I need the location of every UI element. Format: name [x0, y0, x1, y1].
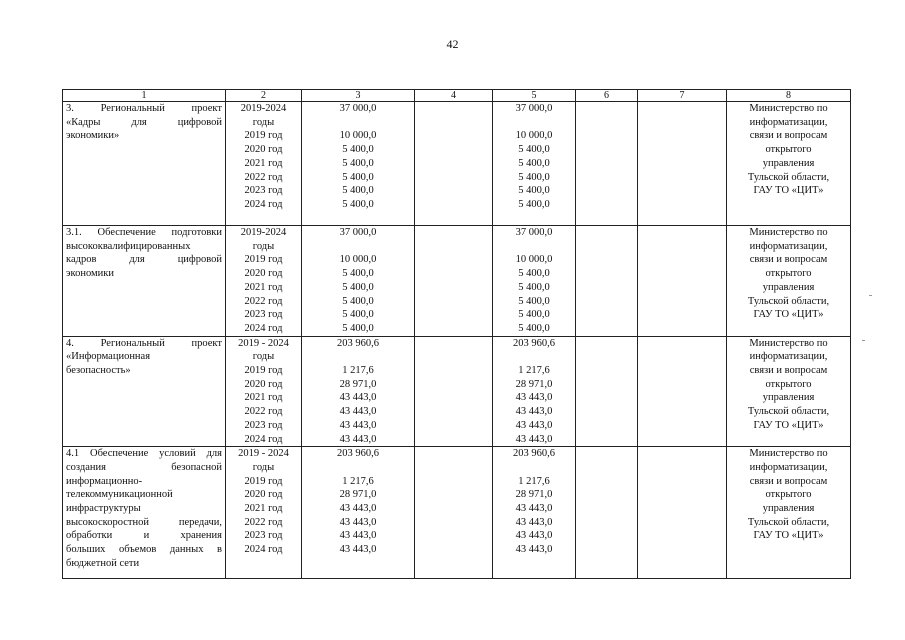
amount-col5-cell-line: 1 217,6: [518, 365, 550, 377]
amount-col3-cell-line: 5 400,0: [342, 144, 374, 156]
period-cell-line: 2021 год: [244, 503, 283, 515]
executor-cell: [727, 336, 851, 447]
amount-col3-cell-line: 5 400,0: [342, 198, 374, 210]
period-cell-line: 2023 год: [244, 309, 283, 321]
executor-cell: [727, 226, 851, 337]
period-cell-line: 2022 год: [244, 406, 283, 418]
header-cell: 6: [576, 90, 638, 102]
scan-speck: [869, 295, 872, 296]
amount-col7-cell: [638, 226, 727, 337]
project-name-cell-line: кадров для цифровой: [66, 254, 222, 266]
amount-col6-cell: [576, 226, 638, 337]
period-cell-line: годы: [252, 240, 275, 252]
header-row: [63, 90, 851, 102]
executor-cell-line: информатизации,: [749, 240, 828, 252]
amount-col5-cell-line: 10 000,0: [515, 130, 553, 142]
amount-col5-cell-line: 5 400,0: [518, 144, 550, 156]
header-cell: 8: [727, 90, 851, 102]
amount-col5-cell-line: 10 000,0: [515, 254, 553, 266]
executor-cell-line: управления: [762, 281, 815, 293]
header-cell: 3: [302, 90, 415, 102]
period-cell-line: 2020 год: [244, 489, 283, 501]
scan-speck: [862, 340, 865, 341]
period-cell-line: 2019 - 2024: [238, 337, 289, 349]
amount-col3-cell-line: 43 443,0: [339, 392, 377, 404]
amount-col5-cell-line: [496, 461, 572, 475]
amount-col5-cell-line: 43 443,0: [515, 503, 553, 515]
amount-col7-cell: [638, 102, 727, 226]
period-cell-line: 2019 год: [244, 365, 283, 377]
project-name-cell-line: 4.1 Обеспечение условий для: [66, 448, 222, 460]
amount-col5-cell-line: 5 400,0: [518, 281, 550, 293]
amount-col3-cell-line: 203 960,6: [337, 448, 379, 460]
amount-col5-cell: [493, 102, 576, 226]
amount-col5-cell-line: 28 971,0: [515, 378, 553, 390]
period-cell-line: 2024 год: [244, 322, 283, 334]
amount-col5-cell-line: 43 443,0: [515, 406, 553, 418]
executor-cell-line: Министерство по: [749, 227, 828, 238]
executor-cell-line: информатизации,: [749, 116, 828, 128]
amount-col4-cell: [415, 226, 493, 337]
period-cell-line: 2019 год: [244, 130, 283, 142]
amount-col3-cell-line: 43 443,0: [339, 406, 377, 418]
amount-col5-cell-line: 37 000,0: [515, 103, 553, 114]
header-cell: 1: [63, 90, 226, 102]
executor-cell-line: ГАУ ТО «ЦИТ»: [753, 530, 824, 542]
amount-col3-cell-line: 5 400,0: [342, 295, 374, 307]
executor-cell-line: информатизации,: [749, 351, 828, 363]
period-cell-line: 2020 год: [244, 144, 283, 156]
amount-col5-cell-line: 5 400,0: [518, 295, 550, 307]
project-name-cell-line: экономики»: [66, 130, 120, 142]
executor-cell-line: управления: [762, 503, 815, 515]
amount-col5-cell-line: 5 400,0: [518, 157, 550, 169]
amount-col5-cell-line: 5 400,0: [518, 171, 550, 183]
amount-col4-cell: [415, 447, 493, 579]
amount-col6-cell: [576, 447, 638, 579]
period-cell-line: годы: [252, 461, 275, 473]
period-cell: [226, 447, 302, 579]
project-name-cell-line: создания безопасной: [66, 461, 222, 473]
amount-col5-cell: [493, 226, 576, 337]
amount-col5-cell-line: 43 443,0: [515, 392, 553, 404]
executor-cell-line: открытого: [765, 378, 812, 390]
amount-col3-cell-line: 1 217,6: [342, 365, 374, 377]
executor-cell-line: связи и вопросам: [749, 365, 828, 377]
amount-col6-cell: [576, 336, 638, 447]
amount-col3-cell-line: 43 443,0: [339, 544, 377, 556]
period-cell-line: 2021 год: [244, 392, 283, 404]
project-name-cell-line: «Кадры для цифровой: [66, 116, 222, 128]
executor-cell-line: управления: [762, 392, 815, 404]
amount-col3-cell-line: 43 443,0: [339, 503, 377, 515]
project-name-cell: [63, 226, 226, 337]
amount-col3-cell-line: 5 400,0: [342, 268, 374, 280]
amount-col5-cell-line: 43 443,0: [515, 516, 553, 528]
header-cell: 7: [638, 90, 727, 102]
executor-cell-line: информатизации,: [749, 461, 828, 473]
period-cell-line: 2019 год: [244, 254, 283, 266]
amount-col5-cell-line: [496, 116, 572, 130]
executor-cell-line: открытого: [765, 144, 812, 156]
period-cell-line: 2023 год: [244, 530, 283, 542]
period-cell: [226, 102, 302, 226]
amount-col3-cell-line: 43 443,0: [339, 530, 377, 542]
project-name-cell-line: безопасность»: [66, 365, 131, 377]
amount-col3-cell-line: 28 971,0: [339, 378, 377, 390]
project-name-cell-line: 3. Региональный проект: [66, 103, 222, 114]
executor-cell-line: открытого: [765, 489, 812, 501]
amount-col5-cell: [493, 447, 576, 579]
table-row: [63, 336, 851, 447]
amount-col3-cell-line: 43 443,0: [339, 433, 377, 445]
period-cell-line: 2021 год: [244, 157, 283, 169]
amount-col5-cell-line: 5 400,0: [518, 309, 550, 321]
amount-col5-cell-line: 5 400,0: [518, 198, 550, 210]
executor-cell-line: Тульской области,: [747, 295, 830, 307]
executor-cell-line: ГАУ ТО «ЦИТ»: [753, 185, 824, 197]
table-row: [63, 226, 851, 337]
amount-col5-cell-line: 203 960,6: [513, 448, 555, 460]
amount-col5-cell-line: 43 443,0: [515, 544, 553, 556]
header-cell: 5: [493, 90, 576, 102]
amount-col3-cell-line: 10 000,0: [339, 130, 377, 142]
amount-col5-cell-line: [496, 240, 572, 254]
amount-col3-cell-line: 5 400,0: [342, 309, 374, 321]
project-name-cell-line: бюджетной сети: [66, 557, 140, 569]
budget-table: [62, 89, 851, 579]
period-cell-line: 2024 год: [244, 198, 283, 210]
executor-cell-line: Тульской области,: [747, 516, 830, 528]
period-cell-line: 2023 год: [244, 185, 283, 197]
page-number: 42: [446, 37, 459, 51]
amount-col3-cell-line: 10 000,0: [339, 254, 377, 266]
amount-col6-cell: [576, 102, 638, 226]
project-name-cell: [63, 336, 226, 447]
executor-cell-line: связи и вопросам: [749, 254, 828, 266]
header-cell: 2: [226, 90, 302, 102]
amount-col3-cell-line: [305, 116, 411, 130]
executor-cell-line: связи и вопросам: [749, 475, 828, 487]
project-name-cell: [63, 102, 226, 226]
amount-col5-cell: [493, 336, 576, 447]
period-cell-line: 2022 год: [244, 171, 283, 183]
period-cell-line: 2021 год: [244, 281, 283, 293]
period-cell: [226, 226, 302, 337]
table-row: [63, 447, 851, 579]
period-cell-line: 2024 год: [244, 433, 283, 445]
period-cell-line: 2022 год: [244, 295, 283, 307]
executor-cell-line: управления: [762, 157, 815, 169]
amount-col5-cell-line: 5 400,0: [518, 322, 550, 334]
project-name-cell-line: телекоммуникационной: [66, 489, 173, 501]
executor-cell-line: Министерство по: [749, 337, 828, 349]
project-name-cell-line: экономики: [66, 268, 114, 280]
executor-cell-line: Министерство по: [749, 103, 828, 114]
amount-col5-cell-line: 28 971,0: [515, 489, 553, 501]
amount-col3-cell-line: 1 217,6: [342, 475, 374, 487]
executor-cell-line: открытого: [765, 268, 812, 280]
amount-col5-cell-line: 203 960,6: [513, 337, 555, 349]
amount-col3-cell: [302, 102, 415, 226]
amount-col4-cell: [415, 336, 493, 447]
period-cell-line: 2020 год: [244, 268, 283, 280]
amount-col3-cell-line: 43 443,0: [339, 419, 377, 431]
executor-cell-line: ГАУ ТО «ЦИТ»: [753, 419, 824, 431]
amount-col3-cell-line: 37 000,0: [339, 227, 377, 238]
amount-col3-cell-line: 5 400,0: [342, 322, 374, 334]
amount-col5-cell-line: 43 443,0: [515, 433, 553, 445]
project-name-cell-line: информационно-: [66, 475, 143, 487]
amount-col5-cell-line: 43 443,0: [515, 530, 553, 542]
amount-col3-cell-line: 5 400,0: [342, 281, 374, 293]
amount-col3-cell-line: 203 960,6: [337, 337, 379, 349]
header-cell: 4: [415, 90, 493, 102]
executor-cell-line: Министерство по: [749, 448, 828, 460]
amount-col5-cell-line: 5 400,0: [518, 268, 550, 280]
period-cell-line: 2019-2024: [240, 227, 287, 238]
amount-col5-cell-line: [496, 350, 572, 364]
amount-col3-cell: [302, 336, 415, 447]
amount-col3-cell-line: 5 400,0: [342, 171, 374, 183]
project-name-cell-line: 4. Региональный проект: [66, 337, 222, 349]
project-name-cell-line: 3.1. Обеспечение подготовки: [66, 227, 222, 238]
project-name-cell-line: высококвалифицированных: [66, 240, 191, 252]
amount-col3-cell-line: 5 400,0: [342, 157, 374, 169]
period-cell: [226, 336, 302, 447]
amount-col3-cell-line: 28 971,0: [339, 489, 377, 501]
project-name-cell-line: инфраструктуры: [66, 503, 141, 515]
executor-cell: [727, 102, 851, 226]
amount-col3-cell-line: 37 000,0: [339, 103, 377, 114]
project-name-cell-line: высокоскоростной передачи,: [66, 516, 222, 528]
amount-col3-cell: [302, 226, 415, 337]
amount-col5-cell-line: 1 217,6: [518, 475, 550, 487]
amount-col4-cell: [415, 102, 493, 226]
executor-cell: [727, 447, 851, 579]
amount-col5-cell-line: 5 400,0: [518, 185, 550, 197]
period-cell-line: 2023 год: [244, 419, 283, 431]
amount-col3-cell-line: 5 400,0: [342, 185, 374, 197]
project-name-cell-line: «Информационная: [66, 351, 151, 363]
period-cell-line: 2024 год: [244, 544, 283, 556]
period-cell-line: 2022 год: [244, 516, 283, 528]
period-cell-line: годы: [252, 116, 275, 128]
period-cell-line: 2019 - 2024: [238, 448, 289, 460]
executor-cell-line: ГАУ ТО «ЦИТ»: [753, 309, 824, 321]
project-name-cell: [63, 447, 226, 579]
project-name-cell-line: обработки и хранения: [66, 530, 222, 542]
amount-col3-cell-line: [305, 240, 411, 254]
period-cell-line: 2020 год: [244, 378, 283, 390]
period-cell-line: 2019-2024: [240, 103, 287, 114]
table-row: [63, 102, 851, 226]
amount-col3-cell-line: [305, 350, 411, 364]
executor-cell-line: связи и вопросам: [749, 130, 828, 142]
amount-col7-cell: [638, 336, 727, 447]
executor-cell-line: Тульской области,: [747, 171, 830, 183]
period-cell-line: годы: [252, 351, 275, 363]
amount-col3-cell-line: [305, 461, 411, 475]
period-cell-line: 2019 год: [244, 475, 283, 487]
executor-cell-line: Тульской области,: [747, 406, 830, 418]
amount-col7-cell: [638, 447, 727, 579]
amount-col3-cell: [302, 447, 415, 579]
amount-col5-cell-line: 37 000,0: [515, 227, 553, 238]
amount-col5-cell-line: 43 443,0: [515, 419, 553, 431]
project-name-cell-line: больших объемов данных в: [66, 544, 222, 556]
amount-col3-cell-line: 43 443,0: [339, 516, 377, 528]
